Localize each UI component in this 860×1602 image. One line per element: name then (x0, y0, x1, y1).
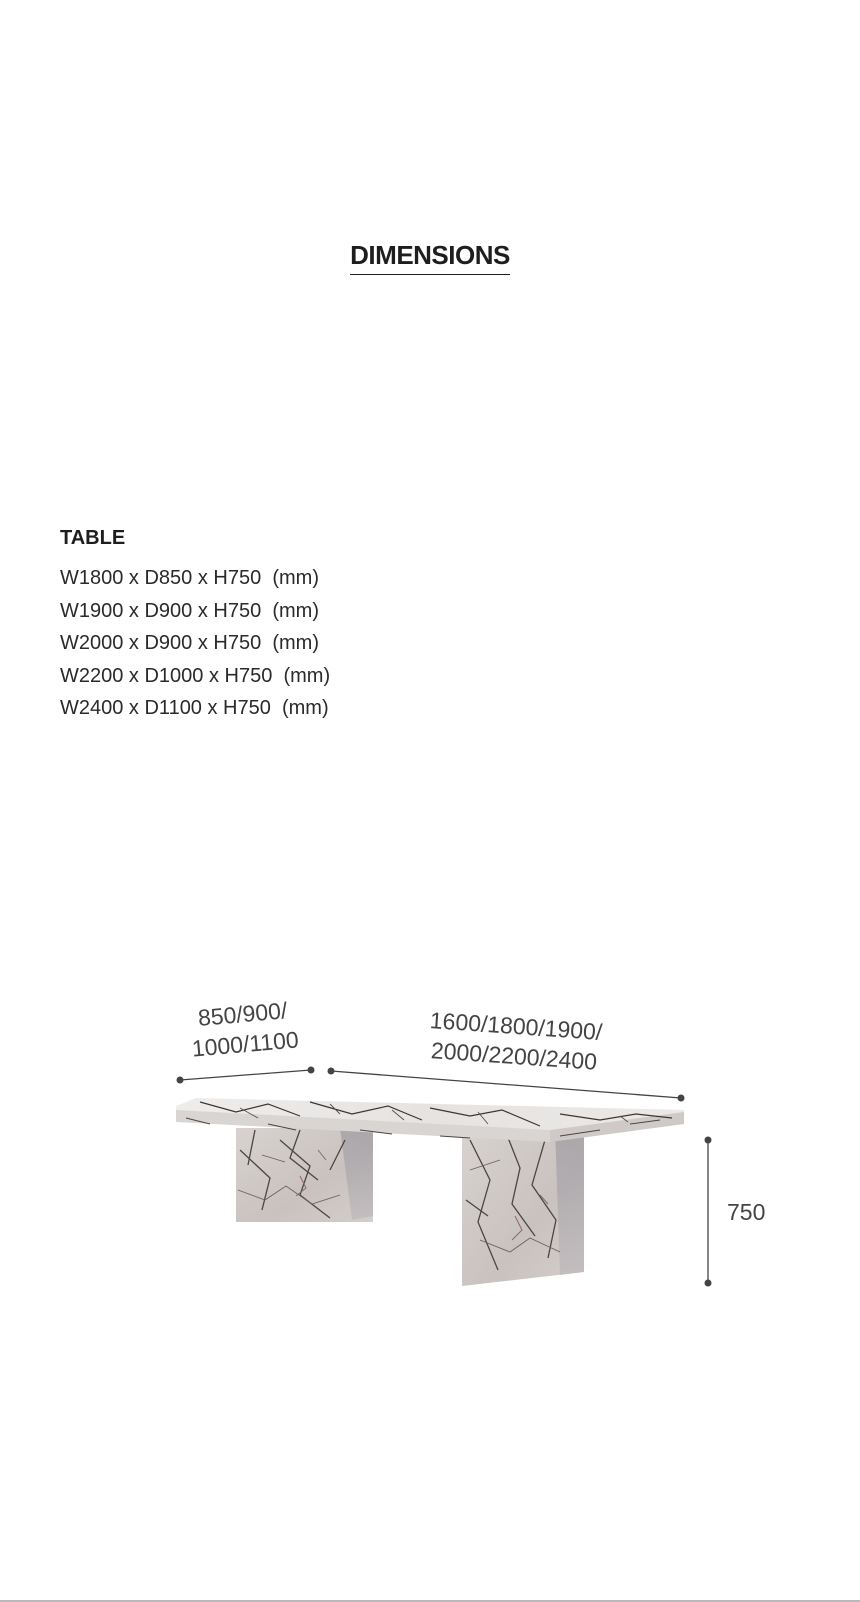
spec-block (60, 526, 560, 725)
depth-dimension (177, 996, 315, 1083)
size-item: W2000 x D900 x H750 (mm) (60, 632, 319, 654)
section-title-text: DIMENSIONS (350, 240, 510, 275)
size-item: W2200 x D1000 x H750 (mm) (60, 664, 331, 687)
width-label-line2: 2000/2200/2400 (430, 1037, 598, 1075)
depth-label-line1: 850/900/ (196, 997, 289, 1031)
left-leg (236, 1128, 373, 1222)
section-title (0, 240, 860, 275)
height-dimension (705, 1137, 766, 1287)
table-dimension-drawing (0, 990, 860, 1330)
depth-label-line2: 1000/1100 (190, 1026, 300, 1062)
size-item: W1900 x D900 x H750 (mm) (60, 599, 319, 622)
marble-table-illustration (176, 1098, 684, 1286)
width-dimension (328, 1007, 685, 1101)
size-item: W1800 x D850 x H750 (mm) (60, 567, 319, 589)
height-label: 750 (727, 1199, 766, 1225)
size-list (60, 562, 560, 725)
right-leg (462, 1128, 584, 1286)
width-label-line1: 1600/1800/1900/ (429, 1007, 604, 1046)
product-heading: TABLE (60, 527, 126, 549)
size-item: W2400 x D1100 x H750 (mm) (60, 697, 329, 719)
